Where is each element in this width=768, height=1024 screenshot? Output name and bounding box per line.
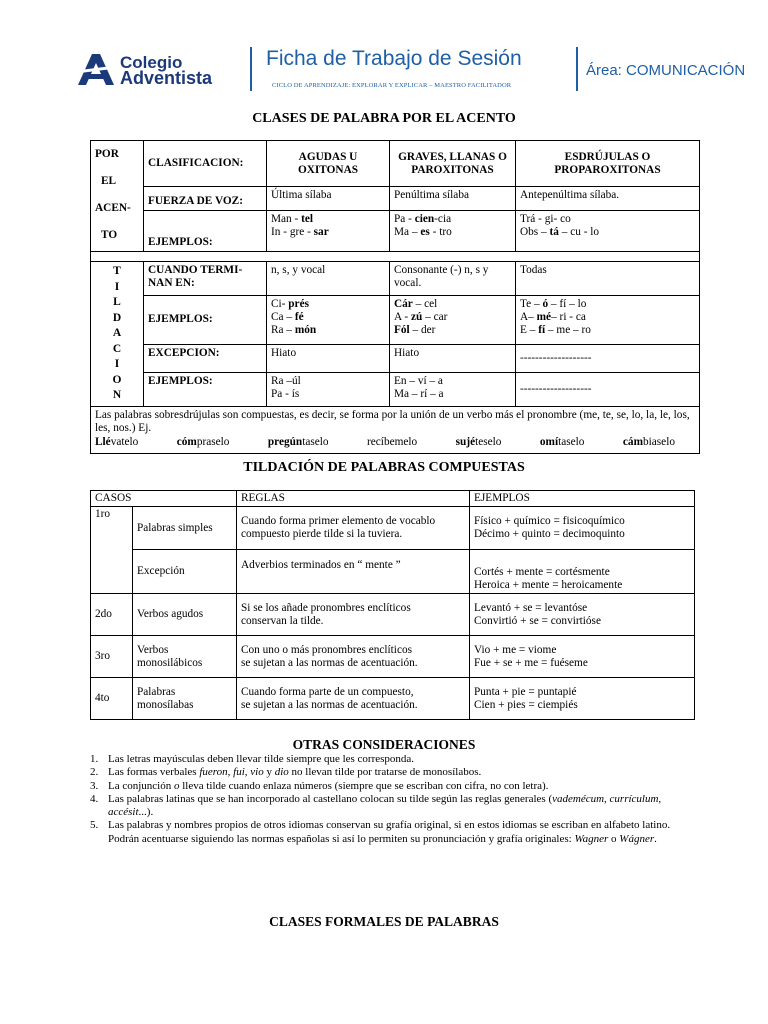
- text: recíbemelo: [367, 435, 418, 448]
- header-area: Área: COMUNICACIÓN: [586, 62, 746, 79]
- tildacion-letter: O: [112, 373, 122, 386]
- rule-line: se sujetan a las normas de acentuación.: [241, 698, 418, 711]
- section-title: OTRAS CONSIDERACIONES: [292, 737, 476, 752]
- italic-text: o: [173, 779, 180, 792]
- por-acento-line: TO: [101, 229, 118, 241]
- note-word: [623, 436, 675, 449]
- text: Ci-: [271, 298, 289, 311]
- header-cell: CLASIFICACION:: [144, 141, 267, 187]
- cell: Hiato: [267, 344, 390, 372]
- logo-line1: Colegio: [120, 53, 183, 72]
- note-word: [268, 436, 329, 449]
- cell: [267, 296, 390, 344]
- cell: Última sílaba: [267, 187, 390, 211]
- cell: [390, 296, 516, 344]
- header-cell: ESDRÚJULAS O PROPAROXITONAS: [516, 141, 700, 187]
- text: ,: [604, 792, 610, 805]
- stressed: Fól: [394, 324, 410, 337]
- header-cell: AGUDAS U OXITONAS: [267, 141, 390, 187]
- header-cell: GRAVES, LLANAS O PAROXITONAS: [390, 141, 516, 187]
- note-word: [95, 436, 138, 449]
- text: lleva tilde cuando enlaza números (siempre que se escriban con cifra, no con letra).: [179, 779, 549, 792]
- considerations-list: [90, 753, 690, 846]
- cell: Antepenúltima sílaba.: [516, 187, 700, 211]
- por-acento-line: EL: [101, 175, 117, 187]
- cell: [516, 296, 700, 344]
- cell: n, s, y vocal: [267, 262, 390, 296]
- italic-text: currículum: [609, 792, 659, 805]
- case-name: Excepción: [133, 550, 237, 594]
- stressed: es: [420, 225, 430, 238]
- text: .: [654, 832, 657, 845]
- stressed: Llé: [95, 435, 111, 448]
- header-cell: EJEMPLOS: [470, 491, 695, 507]
- header-title: Ficha de Trabajo de Sesión: [266, 47, 522, 70]
- row-label: EJEMPLOS:: [144, 210, 267, 251]
- tildacion-letter: C: [112, 342, 122, 355]
- example-line: Pa - ís: [271, 387, 300, 400]
- header-divider: [576, 47, 578, 91]
- rule-line: se sujetan a las normas de acentuación.: [241, 656, 418, 669]
- example-line: [271, 298, 385, 311]
- text: Man -: [271, 212, 302, 225]
- italic-text: vio: [250, 766, 264, 779]
- header-cell: CASOS: [91, 491, 237, 507]
- header-cell: REGLAS: [237, 491, 470, 507]
- text: – cu - lo: [558, 225, 600, 238]
- text: Ca –: [271, 311, 295, 324]
- tildacion-letter: D: [112, 311, 122, 324]
- case-number: 4to: [91, 678, 133, 720]
- example-line: Levantó + se = levantóse: [474, 601, 588, 614]
- example-line: Heroica + mente = heroicamente: [474, 579, 623, 591]
- cell: [267, 210, 390, 251]
- text: Ra –: [271, 324, 295, 337]
- por-acento-line: POR: [95, 148, 119, 160]
- cell: [516, 210, 700, 251]
- example-line: [520, 213, 695, 226]
- note-examples: [95, 436, 695, 449]
- accent-table: [90, 140, 700, 454]
- cell: -------------------: [516, 344, 700, 372]
- text: – car: [422, 311, 448, 324]
- stressed: ó: [542, 298, 549, 311]
- por-acento-cell: [91, 141, 144, 252]
- italic-text: dio: [274, 766, 289, 779]
- stressed: cóm: [176, 435, 197, 448]
- example-line: [520, 298, 695, 311]
- italic-text: fueron: [199, 766, 228, 779]
- logo-line2: Adventista: [120, 68, 213, 88]
- stressed: cám: [622, 435, 643, 448]
- stressed: Cár: [394, 298, 413, 311]
- cell: Hiato: [390, 344, 516, 372]
- case-number: 2do: [91, 594, 133, 636]
- text: La conjunción: [108, 779, 174, 792]
- text: ...).: [138, 806, 154, 819]
- list-item: [90, 819, 690, 846]
- text: ,: [658, 792, 662, 805]
- text: ,: [227, 766, 234, 779]
- stressed: prés: [288, 298, 309, 311]
- list-number: 4.: [90, 792, 99, 805]
- text: - gi- co: [535, 212, 571, 225]
- tildacion-letter: T: [113, 265, 121, 277]
- list-item: [90, 766, 690, 779]
- italic-text: accésit: [108, 806, 139, 819]
- cell: [267, 372, 390, 406]
- text: Pa -: [394, 212, 415, 225]
- stressed: cien: [414, 212, 435, 225]
- rule-line: Con uno o más pronombres enclíticos: [241, 643, 412, 656]
- example-line: Fue + se + me = fuéseme: [474, 656, 588, 669]
- rule-cell: [237, 678, 470, 720]
- stressed: pregún: [267, 435, 303, 448]
- note-word: [540, 436, 585, 449]
- text: -cia: [434, 212, 452, 225]
- text: praselo: [196, 435, 230, 448]
- text: teselo: [475, 435, 502, 448]
- example-line: [520, 311, 695, 324]
- text: In - gre -: [271, 225, 314, 238]
- text: Ma –: [394, 225, 421, 238]
- italic-text: Wagner: [574, 832, 609, 845]
- text: – me – ro: [545, 324, 591, 337]
- text: Las palabras y nombres propios de otros idiomas conservan su grafía original, si en estos idiomas se escriban en alfabeto latino. Podrán acentuarse siguiendo las normas españolas si así lo permiten su pronunciación y grafía originales:: [108, 819, 671, 845]
- note-cell: [91, 406, 700, 453]
- list-item: [90, 753, 690, 766]
- text: A–: [520, 311, 537, 324]
- tildacion-letter: I: [114, 280, 120, 293]
- tildacion-cell: [91, 262, 144, 407]
- stressed: tá: [549, 225, 559, 238]
- page-header: [0, 0, 768, 100]
- text: taselo: [558, 435, 585, 448]
- stressed: sujé: [455, 435, 476, 448]
- italic-text: fui: [233, 766, 245, 779]
- text: vatelo: [110, 435, 139, 448]
- text: o: [608, 832, 620, 845]
- example-line: Vio + me = viome: [474, 643, 557, 656]
- cell: Todas: [516, 262, 700, 296]
- example-cell: [470, 678, 695, 720]
- example-line: [520, 324, 695, 337]
- rule-line: [241, 572, 465, 585]
- rule-cell: [237, 636, 470, 678]
- example-line: [271, 213, 385, 226]
- example-line: Físico + químico = fisicoquímico: [474, 515, 625, 527]
- text: – ri - ca: [551, 311, 586, 324]
- text: A -: [394, 311, 411, 324]
- text: Las palabras latinas que se han incorporado al castellano colocan su tilde según las reglas generales (: [108, 792, 553, 805]
- tildacion-letter: I: [114, 358, 120, 370]
- text: Las formas verbales: [108, 766, 200, 779]
- tildacion-letter: N: [112, 389, 122, 401]
- list-number: 5.: [90, 819, 99, 832]
- note-text: Las palabras sobresdrújulas son compuestas, es decir, se forma por la unión de un verbo más el pronombre (me, te, se, lo, la, le, los, les, nos.) Ej.: [95, 408, 690, 434]
- rule-cell: [237, 594, 470, 636]
- cell: [390, 372, 516, 406]
- note-word: [177, 436, 230, 449]
- example-line: [394, 324, 511, 337]
- list-number: 3.: [90, 779, 99, 792]
- case-number: 1ro: [91, 507, 133, 594]
- example-line: [271, 311, 385, 324]
- example-line: En – ví – a: [394, 374, 443, 387]
- example-line: Décimo + quinto = decimoquinto: [474, 528, 625, 540]
- example-line: Cortés + mente = cortésmente: [474, 566, 610, 578]
- section-title: CLASES FORMALES DE PALABRAS: [269, 914, 499, 929]
- row-label: CUANDO TERMI-NAN EN:: [144, 262, 267, 296]
- rule-line: compuesto pierde tilde si la tuviera.: [241, 528, 403, 540]
- text: Trá: [520, 212, 536, 225]
- section-title: TILDACIÓN DE PALABRAS COMPUESTAS: [243, 460, 525, 475]
- example-line: [271, 226, 385, 239]
- example-cell: [470, 550, 695, 594]
- text: - tro: [429, 225, 452, 238]
- text: – cel: [412, 298, 438, 311]
- stressed: zú: [410, 311, 423, 324]
- stressed: omí: [539, 435, 559, 448]
- text: taselo: [302, 435, 329, 448]
- list-number: 1.: [90, 753, 99, 765]
- cell: -------------------: [516, 372, 700, 406]
- header-subtitle: CICLO DE APRENDIZAJE: EXPLORAR Y EXPLICAR – MAESTRO FACILITADOR: [272, 82, 512, 89]
- rule-line: conservan la tilde.: [241, 614, 324, 627]
- example-line: [271, 324, 385, 337]
- note-word: [456, 436, 502, 449]
- spacer-row: [91, 252, 700, 262]
- case-name: Verbos monosilábicos: [133, 636, 237, 678]
- rule-cell: [237, 507, 470, 550]
- stressed: mé: [536, 311, 552, 324]
- case-number: 3ro: [91, 636, 133, 678]
- cell: Consonante (-) n, s y vocal.: [390, 262, 516, 296]
- text: E –: [520, 324, 539, 337]
- note-word: [367, 436, 417, 449]
- row-label: FUERZA DE VOZ:: [144, 187, 267, 211]
- text: Te –: [520, 298, 543, 311]
- example-line: [394, 311, 511, 324]
- tildacion-letter: A: [112, 327, 122, 339]
- list-number: 2.: [90, 766, 99, 779]
- text: Obs –: [520, 225, 550, 238]
- list-item: [90, 793, 690, 820]
- case-name: Verbos agudos: [133, 594, 237, 636]
- text: – der: [409, 324, 436, 337]
- example-cell: [470, 594, 695, 636]
- text: no llevan tilde por tratarse de monosílabos.: [288, 766, 482, 779]
- italic-text: vademécum: [552, 792, 605, 805]
- rule-line: Adverbios terminados en “ mente ”: [241, 558, 401, 571]
- logo-a-icon: [76, 52, 116, 86]
- case-name: Palabras simples: [133, 507, 237, 550]
- row-label: EJEMPLOS:: [144, 296, 267, 344]
- example-line: [394, 298, 511, 311]
- por-acento-line: ACEN-: [95, 202, 131, 214]
- example-line: [520, 226, 695, 239]
- rule-cell: [237, 550, 470, 594]
- cell: [390, 210, 516, 251]
- rule-line: Si se los añade pronombres enclíticos: [241, 601, 411, 614]
- example-line: Convirtió + se = convirtióse: [474, 614, 601, 627]
- example-line: Ra –úl: [271, 374, 301, 387]
- stressed: món: [294, 324, 317, 337]
- case-name: Palabras monosílabas: [133, 678, 237, 720]
- row-label: EXCEPCION:: [144, 344, 267, 372]
- list-item: [90, 780, 690, 793]
- rule-line: Cuando forma parte de un compuesto,: [241, 685, 414, 698]
- stressed: sar: [313, 225, 329, 238]
- tildacion-letter: L: [113, 296, 121, 308]
- example-line: [394, 226, 511, 239]
- row-label: EJEMPLOS:: [144, 372, 267, 406]
- example-cell: [470, 507, 695, 550]
- stressed: fí: [538, 324, 546, 337]
- stressed: fé: [294, 311, 304, 324]
- compound-table: [90, 490, 695, 720]
- example-line: Cien + pies = ciempiés: [474, 698, 578, 711]
- text: y: [263, 766, 275, 779]
- example-line: [394, 213, 511, 226]
- section-title: CLASES DE PALABRA POR EL ACENTO: [252, 111, 516, 126]
- text: Las letras mayúsculas deben llevar tilde siempre que les corresponda.: [108, 753, 415, 765]
- example-cell: [470, 636, 695, 678]
- example-line: Punta + pie = puntapié: [474, 685, 577, 698]
- cell: Penúltima sílaba: [390, 187, 516, 211]
- stressed: tel: [301, 212, 314, 225]
- header-divider: [250, 47, 252, 91]
- text: biaselo: [642, 435, 675, 448]
- text: – fí – lo: [548, 298, 587, 311]
- italic-text: Wágner: [619, 832, 655, 845]
- example-line: Ma – rí – a: [394, 387, 444, 400]
- text: ,: [244, 766, 251, 779]
- rule-line: Cuando forma primer elemento de vocablo: [241, 515, 436, 527]
